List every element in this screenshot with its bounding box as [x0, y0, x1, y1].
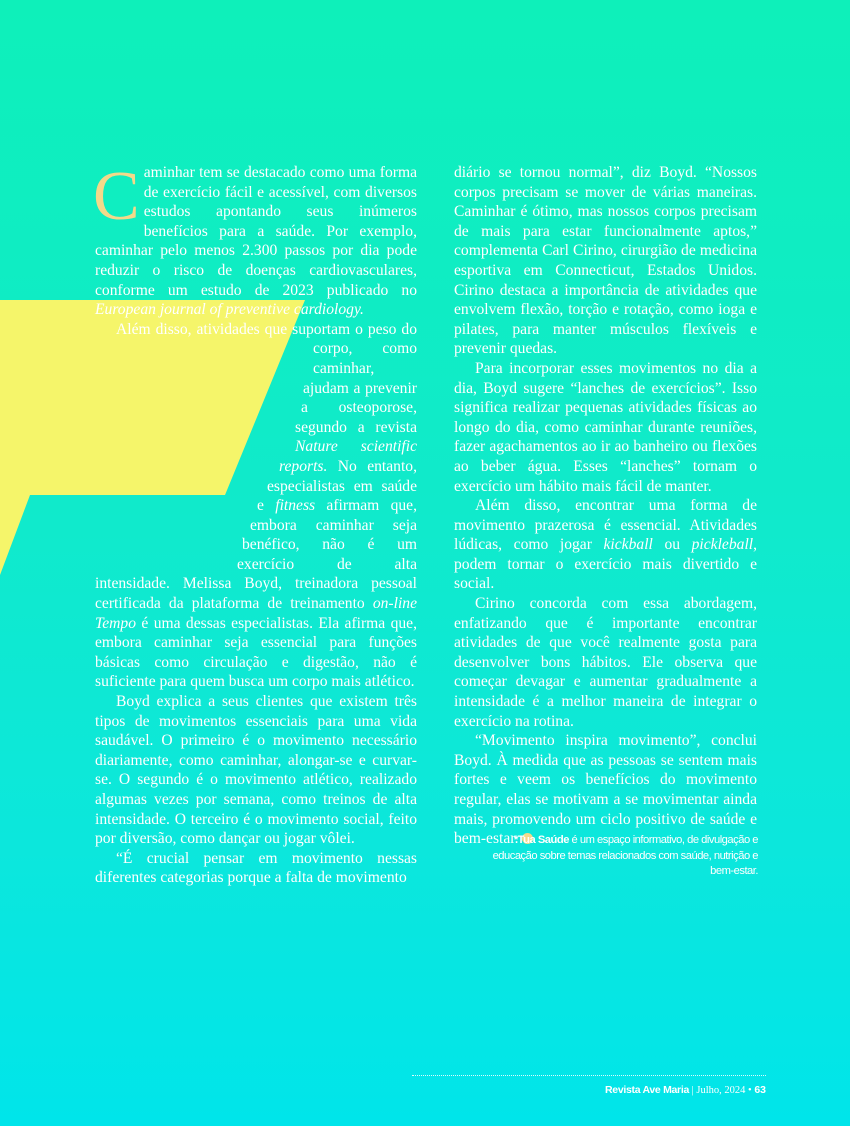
paragraph: Cirino concorda com essa abordagem, enfatizando que é importante encontrar atividades de que você realmente gosta para desenvolver bons hábitos. Ele observa que começar devagar e aumentar gradualmente a intensidade é a melhor maneira de integrar o exercício na rotina.	[454, 595, 757, 730]
note-label: *Tua Saúde	[513, 834, 569, 846]
source-note	[478, 833, 758, 880]
paragraph: Para incorporar esses movimentos no dia a dia, Boyd sugere “lanches de exercícios”. Isso significa realizar pequenas atividades físicas ao longo do dia, como caminhar durante reuniões, fazer agachamentos ao ir ao banheiro ou flexões ao beber água. Esses “lanches” tornam o exercício um hábito mais fácil de manter.	[454, 359, 757, 495]
paragraph: Boyd explica a seus clientes que existem três tipos de movimentos essenciais para uma vida saudável. O primeiro é o movimento necessário diariamente, como caminhar, alongar-se e curvar-se. O segundo é o movimento atlético, realizado algumas vezes por semana, como treinos de alta intensidade. O terceiro é o movimento social, feito por diversão, como dançar ou jogar vôlei.	[95, 693, 417, 848]
article-column-right	[454, 163, 757, 849]
page-footer	[478, 1084, 766, 1096]
issue-date: | Julho, 2024 •	[689, 1085, 755, 1096]
paragraph: Além disso, atividades que suportam o peso do corpo, como caminhar, ajudam a prevenir a osteoporose, segundo a revista Nature scientific reports. No entanto, especialistas em saúde e fitness afirmam que, embora caminhar seja benéfico, não é um exercício de alta intensidade. Melissa Boyd, treinadora pessoal certificada da plataforma de treinamento on-line Tempo é uma dessas especialistas. Ela afirma que, embora caminhar seja essencial para funções básicas como circulação e digestão, não é suficiente para quem busca um corpo mais atlético.	[95, 320, 417, 691]
paragraph: Além disso, encontrar uma forma de movimento prazerosa é essencial. Atividades lúdicas, como jogar kickball ou pickleball, podem tornar o exercício mais divertido e social.	[454, 497, 758, 593]
paragraph: aminhar tem se destacado como uma forma de exercício fácil e acessível, com diversos estudos apontando seus inúmeros benefícios para a saúde. Por exemplo, caminhar pelo menos 2.300 passos por dia pode reduzir o risco de doenças cardiovasculares, conforme um estudo de 2023 publicado no European journal of preventive cardiology.	[95, 164, 417, 319]
note-text: é um espaço informativo, de divulgação e educação sobre temas relacionados com saúde, nutrição e bem-estar.	[492, 834, 758, 877]
paragraph: “É crucial pensar em movimento nessas diferentes categorias porque a falta de movimento	[95, 849, 417, 887]
article-column-left	[93, 158, 417, 888]
footer-divider	[412, 1075, 766, 1076]
magazine-name: Revista Ave Maria	[605, 1084, 690, 1096]
drop-cap: C	[93, 158, 140, 235]
paragraph: “Movimento inspira movimento”, conclui Boyd. À medida que as pessoas se sentem mais fortes e veem os benefícios do movimento regular, elas se motivam a se movimentar ainda mais, promovendo um ciclo positivo de saúde e bem-estar.	[454, 732, 757, 848]
page-number: 63	[754, 1084, 766, 1096]
paragraph: diário se tornou normal”, diz Boyd. “Nossos corpos precisam se mover de várias maneiras. Caminhar é ótimo, mas nossos corpos precisam de mais para estar funcionalmente aptos,” complementa Carl Cirino, cirurgião de medicina esportiva em Connecticut, Estados Unidos. Cirino destaca a importância de atividades que envolvem flexão, torção e rotação, como ioga e pilates, para manter músculos flexíveis e prevenir quedas.	[454, 164, 757, 358]
